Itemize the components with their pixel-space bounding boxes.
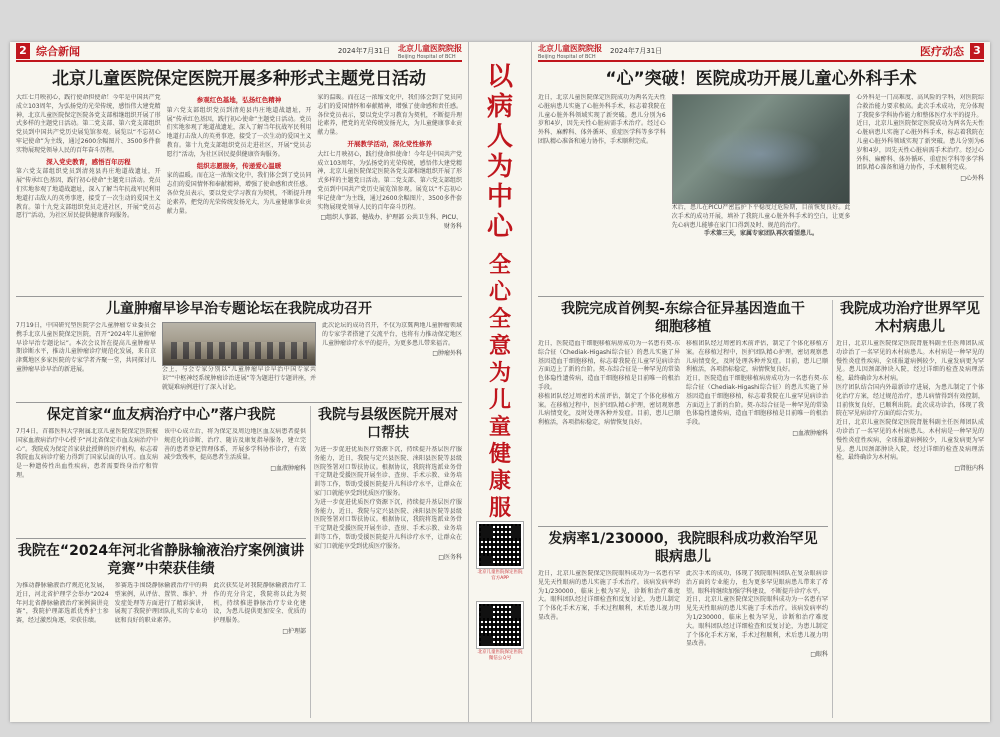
qr-code-icon: [477, 602, 523, 648]
article-column: 7月19日，中国研究型医院学会儿童肿瘤专业委员会携手北京儿童医院保定医院，召开“2024年儿童肿瘤早诊早治专题论坛”。本次会议旨在提高儿童肿瘤早期诊断水平，推动儿童肿瘤诊疗规范化发展，来自京津冀地区多家医院的专家学者齐聚一堂，共同探讨儿童肿瘤早诊早治的新进展。: [16, 322, 156, 373]
article-column: 近日，北京儿童医院保定医院眼科成功为一名患有罕见先天性眼病的患儿实施了手术治疗。该病发病率约为1/230000，临床上极为罕见，诊断和治疗难度大。眼科团队经过详细检查和反复讨论，为患儿制定了个体化手术方案，手术过程顺利，术后患儿视力明显改善。: [538, 570, 680, 621]
section-title: 医疗动态: [920, 45, 964, 58]
left-masthead: [16, 42, 462, 62]
article-heart-surgery: [538, 68, 984, 294]
article-eye-disease: [538, 530, 828, 718]
slogan-line-1: [469, 62, 531, 242]
surgery-photo: [672, 94, 851, 204]
byline: □心外科: [960, 175, 984, 183]
page-number: 2: [16, 43, 30, 59]
article-column: 7月4日，首都医科大学附属北京儿童医院保定医院被国家血液病治疗中心授予“河北省保定市血友病治疗中心”。我院成为保定首家获此授牌的医疗机构，标志着我院血友病诊疗能力得到了国家层面的认可。血友病是一种遗传性出血性疾病，患者需要终身治疗和管理。: [16, 428, 158, 479]
slogan-line-2: [469, 252, 531, 549]
article-tumor-forum: [16, 300, 462, 400]
headline: 北京儿童医院保定医院开展多种形式主题党日活动: [52, 69, 426, 89]
headline: 我院与县级医院开展对口帮扶: [318, 407, 458, 441]
center-slogan-column: [468, 42, 532, 722]
issue-date: 2024年7月31日: [337, 47, 390, 55]
slogan-char: 人: [486, 122, 513, 152]
left-page: [10, 42, 468, 722]
paper-name: 北京儿童医院院报 Beijing Hospital of BCH: [398, 43, 462, 60]
article-blood-disease: [16, 406, 306, 536]
slogan-char: 以: [486, 62, 513, 92]
headline: 我院在“2024年河北省静脉输液治疗案例演讲竞赛”中荣获佳绩: [17, 543, 305, 577]
slogan-char: 康: [488, 469, 511, 494]
article-county-aid: [314, 406, 462, 718]
slogan-char: 为: [488, 361, 511, 386]
newspaper-spread: [10, 42, 990, 722]
byline: □肾脏内科: [954, 465, 984, 473]
article-column: 为进一步促进优质医疗资源下沉，持续提升基层医疗服务能力，近日，我院与定兴县医院、涞阳县医院等县级医院签署对口帮扶协议。根据协议，我院将选派业务骨干定期赴受援医院开展坐诊、查房、手术示教、业务培训等工作，帮助受援医院提升儿科诊疗水平，让群众在家门口就能享受到优质医疗服务。 为进一步促进优质医疗资源下沉，持续提升基层医疗服务能力，近日，我院与定兴县医院、涞阳县医院等县级医院签署对口帮扶协议。根据协议，我院将选派业务骨干定期赴受援医院开展坐诊、查房、手术示教、业务培训等工作，帮助受援医院提升儿科诊疗水平，让群众在家门口就能享受到优质医疗服务。 □医务科: [314, 446, 462, 561]
slogan-char: 意: [488, 334, 511, 359]
byline: □肿瘤外科: [432, 350, 462, 358]
article-column: 近日，北京儿童医院保定医院肾脏科副主任医师团队成功诊治了一名罕见的木村病患儿。木村病是一种罕见的慢性炎症性疾病，全球报道病例较少，儿童发病更为罕见。患儿因颈部肿块入院，经过详细的检查及病理活检，最终确诊为木村病。 医疗团队结合国内外最新诊疗进展，为患儿制定了个体化治疗方案，经过规范治疗，患儿病情得到有效控制，目前恢复良好，已顺利出院。此次成功诊治，体现了我院在罕见病诊疗方面的综合实力。 近日，北京儿童医院保定医院肾脏科副主任医师团队成功诊治了一名罕见的木村病患儿。木村病是一种罕见的慢性炎症性疾病，全球报道病例较少，儿童发病更为罕见。患儿因颈部肿块入院，经过详细的检查及病理活检，最终确诊为木村病。 □肾脏内科: [836, 340, 984, 473]
article-column: 为推动静脉输液治疗规范化发展，近日，河北省护理学会举办“2024年河北省静脉输液治疗案例演讲竞赛”，我院护理部选派优秀护士参赛，经过激烈角逐，荣获佳绩。: [16, 582, 109, 625]
qr-block-2: 北京儿童医院保定医院 微信公众号: [475, 602, 525, 662]
byline: □医务科: [438, 553, 462, 561]
article-bone-marrow: [538, 300, 828, 522]
slogan-char: 童: [488, 415, 511, 440]
article-column: 此次论坛的成功召开，不仅为京冀两地儿童肿瘤领域的专家学者搭建了交流平台，也将有力推动保定地区儿童肿瘤诊疗水平的提升，为更多患儿带来福音。 □肿瘤外科: [322, 322, 462, 358]
headline: 我院完成首例契-东综合征异基因造血干细胞移植: [561, 301, 805, 335]
article-column: 该中心成立后，将为保定及周边地区血友病患者提供规范化的诊断、治疗、随访及康复指导服务，建立完善的患者登记管理体系，开展多学科协作诊疗，有效减少致残率，提高患者生活质量。 □血液肿瘤科: [164, 428, 306, 473]
headline: “心”突破！医院成功开展儿童心外科手术: [605, 69, 917, 89]
slogan-char: 全: [488, 253, 511, 278]
right-masthead: [538, 42, 984, 62]
byline: □眼科: [810, 651, 828, 659]
paper-name: 北京儿童医院院报 Beijing Hospital of BCH: [538, 43, 602, 60]
article-column: 心外科是一门高难度、高风险的学科，对医院综合救治能力要求极高。此次手术成功，充分体现了我院多学科协作能力和整体医疗水平的提升。 近日，北京儿童医院保定医院成功为两名先天性心脏病患儿实施了心脏外科手术，标志着我院在儿童心脏外科领域实现了新突破。患儿分别为6岁和4岁，因先天性心脏病需手术治疗。经过心外科、麻醉科、体外循环、重症医学科等多学科团队精心准备和通力协作，手术顺利完成。 □心外科: [856, 94, 984, 183]
byline: □血液肿瘤科: [270, 465, 306, 473]
article-column: 此次获奖是对我院静脉输液治疗工作的充分肯定，我院将以此为契机，持续推进静脉治疗专业化建设，为患儿提供更加安全、优质的护理服务。 □护理部: [213, 582, 306, 635]
slogan-char: 儿: [488, 388, 511, 413]
slogan-char: 健: [488, 442, 511, 467]
article-award: [16, 542, 306, 718]
article-column: 移植团队经过周密的术前评估，制定了个体化移植方案。在移植过程中，医护团队精心护理，密切观察患儿病情变化，及时处理各种并发症。目前，患儿已顺利植活，各项指标稳定，病情恢复良好。 近日，医院造血干细胞移植病房成功为一名患有契-东综合征（Chediak-Higashi综合征）的患儿实施了异基因造血干细胞移植，标志着我院在儿童罕见病诊治方面迈上了新的台阶。契-东综合征是一种罕见的常染色体隐性遗传病，造血干细胞移植是目前唯一的根治手段。 □血液肿瘤科: [686, 340, 828, 437]
article-column: 参观红色基地，弘扬红色精神 第六党支部组织党员到清苑县冉庄地道战遗址，开展“传承红色基因，践行初心使命”主题党日活动。党员们实地参观了地道战遗址，深入了解当年抗战军民利用地道打击敌人的英勇事迹，接受了一次生动的爱国主义教育。第十九党支部组织党员走进社区，开展“党员志愿行”活动，为社区居民提供健康咨询服务。 组织志愿服务，传递爱心温暖 家的温暖。而在这一浓缩文化中，我们体会到了党员同志们的爱国情怀和奉献精神，增强了使命感和责任感。各位党员表示，要以党史学习教育为契机，不断提升理论素养，把党的光荣传统发扬光大，为儿童健康事业贡献力量。: [166, 96, 312, 215]
slogan-char: 全: [488, 307, 511, 332]
slogan-char: 心: [488, 280, 511, 305]
slogan-char: 为: [486, 152, 513, 182]
page-number: 3: [970, 43, 984, 59]
right-page: [532, 42, 990, 722]
slogan-char: 病: [486, 92, 513, 122]
slogan-char: 服: [488, 496, 511, 521]
forum-photo: [162, 322, 316, 366]
headline: 儿童肿瘤早诊早治专题论坛在我院成功召开: [106, 301, 372, 317]
article-column: 家的温暖。而在这一浓缩文化中，我们体会到了党员同志们的爱国情怀和奉献精神，增强了使命感和责任感。各位党员表示，要以党史学习教育为契机，不断提升理论素养，把党的光荣传统发扬光大，为儿童健康事业贡献力量。 开展教学活动，深化党性修养 大红七月映初心，践行使命担使命！今年是中国共产党成立103周年，为弘扬党的光荣传统，感悟伟大建党精神，北京儿童医院保定医院各党支部相继组织开展了形式多样的主题党日活动。第二党支部、第六党支部组织党员到中国共产党历史展览馆参观。展览以“不忘初心 牢记使命”为主线，通过2600余幅图片、3500多件套实物展现党领导人民的百年奋斗历程。 □组织人事部、健战办、护理部 公共卫生科、PICU、财务科: [317, 94, 462, 231]
headline: 发病率1/230000，我院眼科成功救治罕见眼病患儿: [548, 531, 818, 565]
slogan: [469, 62, 531, 549]
byline: □组织人事部、健战办、护理部 公共卫生科、PICU、财务科: [320, 214, 462, 231]
article-column: 此次手术的成功，体现了我院眼科团队在复杂眼病诊治方面的专业能力，也为更多罕见眼病患儿带来了希望。眼科将继续加强学科建设，不断提升诊疗水平。 近日，北京儿童医院保定医院眼科成功为一名患有罕见先天性眼病的患儿实施了手术治疗。该病发病率约为1/230000，临床上极为罕见，诊断和治疗难度大。眼科团队经过详细检查和反复讨论，为患儿制定了个体化手术方案，手术过程顺利，术后患儿视力明显改善。 □眼科: [686, 570, 828, 659]
byline: □护理部: [282, 627, 306, 635]
slogan-char: 心: [486, 212, 513, 242]
slogan-char: 中: [486, 182, 513, 212]
article-column: 近日，北京儿童医院保定医院成功为两名先天性心脏病患儿实施了心脏外科手术，标志着我院在儿童心脏外科领域实现了新突破。患儿分别为6岁和4岁，因先天性心脏病需手术治疗。经过心外科、麻醉科、体外循环、重症医学科等多学科团队精心准备和通力协作，手术顺利完成。: [538, 94, 666, 145]
article-rare-disease: [836, 300, 984, 718]
article-party-day: [16, 68, 462, 294]
section-title: 综合新闻: [36, 45, 80, 58]
article-column: 大红七月映初心，践行使命担使命！今年是中国共产党成立103周年，为弘扬党的光荣传统，感悟伟大建党精神，北京儿童医院保定医院各党支部相继组织开展了形式多样的主题党日活动。第二党支部、第六党支部组织党员到中国共产党历史展览馆参观。展览以“不忘初心 牢记使命”为主线，通过2600余幅图片、3500多件套实物展现党领导人民的百年奋斗历程。 深入党史教育，感悟百年历程 第六党支部组织党员到清苑县冉庄地道战遗址，开展“传承红色基因，践行初心使命”主题党日活动。党员们实地参观了地道战遗址，深入了解当年抗战军民利用地道打击敌人的英勇事迹，接受了一次生动的爱国主义教育。第十九党支部组织党员走进社区，开展“党员志愿行”活动，为社区居民提供健康咨询服务。: [16, 94, 161, 220]
headline: 我院成功治疗世界罕见木村病患儿: [840, 301, 980, 335]
article-column: 参赛选手围绕静脉输液治疗中的典型案例，从评估、置管、维护、并发症处理等方面进行了精彩演讲，展现了我院护理团队扎实的专业功底和良好的职业素养。: [114, 582, 208, 625]
article-column: 近日，医院造血干细胞移植病房成功为一名患有契-东综合征（Chediak-Higashi综合征）的患儿实施了异基因造血干细胞移植，标志着我院在儿童罕见病诊治方面迈上了新的台阶。契-东综合征是一种罕见的常染色体隐性遗传病，造血干细胞移植是目前唯一的根治手段。 移植团队经过周密的术前评估，制定了个体化移植方案。在移植过程中，医护团队精心护理，密切观察患儿病情变化，及时处理各种并发症。目前，患儿已顺利植活，各项指标稳定，病情恢复良好。: [538, 340, 680, 427]
headline: 保定首家“血友病治疗中心”落户我院: [46, 407, 276, 423]
photo-caption: 手术第三天，家属专家团队再次看望患儿。: [703, 230, 818, 238]
qr-block-1: 北京儿童医院保定医院 官方APP: [475, 522, 525, 582]
photo-column: 会上，与会专家分别以“儿童肿瘤早诊早治中国专家共识”“中枢神经系统肿瘤诊治进展”等为题进行专题讲座，并就疑难病例进行了深入讨论。: [162, 322, 316, 400]
byline: □血液肿瘤科: [792, 429, 828, 437]
photo-column: 术后，患儿在PICU严密监护下平稳度过危险期，目前恢复良好。此次手术的成功开展，填补了我院儿童心脏外科手术的空白，让更多先心病患儿能够在家门口得到及时、规范的治疗。 手术第三天，家属专家团队再次看望患儿。: [672, 94, 851, 290]
qr-code-icon: [477, 522, 523, 568]
issue-date: 2024年7月31日: [610, 47, 663, 55]
